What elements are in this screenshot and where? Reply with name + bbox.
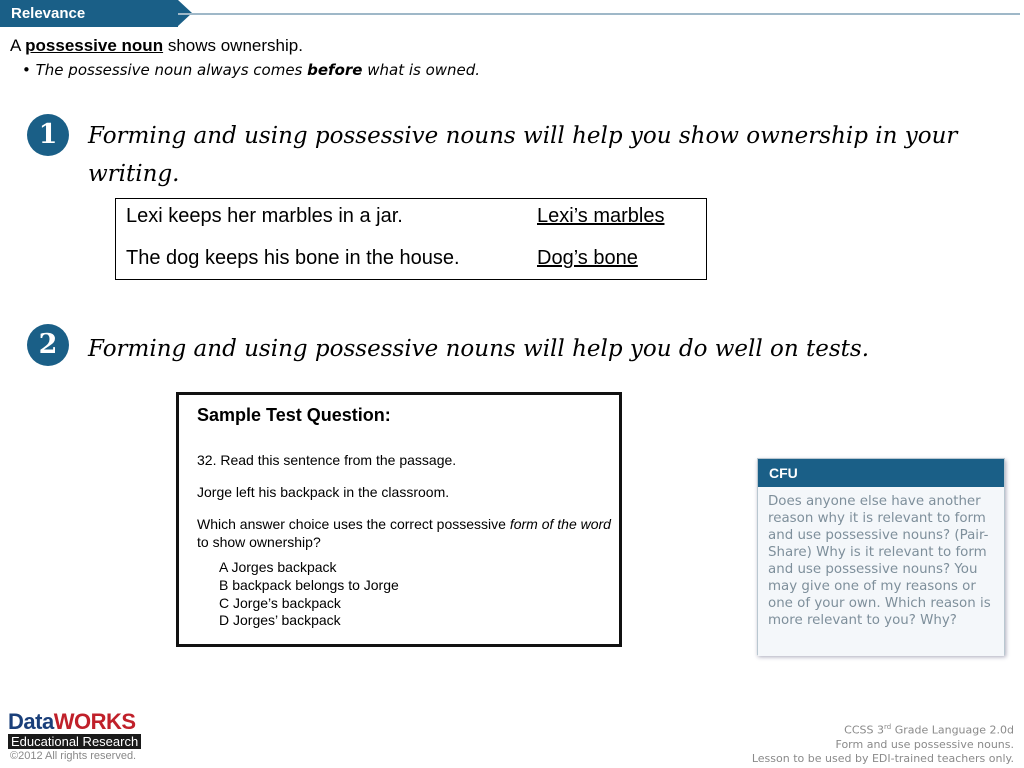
sample-test-box	[176, 392, 622, 647]
reason-2-text: Forming and using possessive nouns will help you do well on tests.	[88, 336, 870, 362]
cfu-panel	[757, 458, 1005, 655]
section-title	[0, 0, 178, 27]
footer-line-3: Lesson to be used by EDI-trained teachers only.	[751, 751, 1014, 765]
answer-choice-b: B backpack belongs to Jorge	[219, 577, 399, 593]
example-table	[115, 198, 707, 280]
test-prompt: 32. Read this sentence from the passage.	[197, 452, 457, 468]
definition-prefix: A	[10, 36, 21, 55]
bullet-note	[22, 61, 480, 79]
test-title: Sample Test Question:	[197, 405, 391, 425]
dataworks-logo	[8, 711, 165, 751]
example-sentence: Lexi keeps her marbles in a jar.	[126, 205, 403, 227]
logo-subtitle: Educational Research	[8, 734, 141, 749]
example-sentence: The dog keeps his bone in the house.	[126, 247, 460, 269]
logo-works: WORKS	[53, 709, 136, 734]
footer-grade: Grade Language 2.0d	[891, 723, 1014, 737]
instruction-pre: Which answer choice uses the correct possessive	[197, 516, 506, 532]
bullet-emphasis: before	[307, 61, 363, 79]
logo-wordmark	[8, 711, 165, 733]
copyright: ©2012 All rights reserved.	[10, 750, 137, 762]
footer-sup: rd	[884, 723, 892, 731]
reason-1-text: Forming and using possessive nouns will help you show ownership in your writing.	[88, 123, 958, 187]
definition	[10, 36, 303, 56]
footer-line-1	[752, 720, 1014, 738]
instruction-italic: form of the word	[509, 516, 611, 532]
example-possessive: Lexi’s marbles	[537, 205, 665, 227]
reason-2-number: 2	[27, 324, 69, 366]
answer-choice-a: A Jorges backpack	[219, 559, 337, 575]
bullet-pre: The possessive noun always comes	[35, 61, 303, 79]
definition-term: possessive noun	[25, 36, 164, 55]
example-possessive: Dog’s bone	[537, 247, 638, 269]
bullet-post: what is owned.	[367, 61, 481, 79]
answer-choice-d: D Jorges’ backpack	[219, 612, 341, 628]
test-sentence: Jorge left his backpack in the classroom.	[197, 484, 450, 500]
section-title-text: Relevance	[11, 5, 86, 22]
bullet-dot: •	[22, 61, 31, 79]
answer-choice-c: C Jorge’s backpack	[219, 595, 341, 611]
footer-line-2: Form and use possessive nouns.	[835, 737, 1014, 751]
definition-suffix: shows ownership.	[167, 36, 303, 55]
logo-data: Data	[8, 709, 54, 734]
footer-standards	[752, 720, 1014, 766]
instruction-post: to show ownership?	[197, 534, 321, 550]
footer-ccss: CCSS 3	[844, 723, 884, 737]
test-instruction	[197, 515, 612, 551]
header-divider	[178, 13, 1020, 15]
cfu-title: CFU	[758, 459, 1004, 487]
reason-1-number: 1	[27, 114, 69, 156]
cfu-text: Does anyone else have another reason why it is relevant to form and use possessive nouns? (Pair-Share) Why is it relevant to form and use possessive nouns? You may give one of my reasons or one of your own. Which reason is more relevant to you? Why?	[758, 487, 1004, 656]
